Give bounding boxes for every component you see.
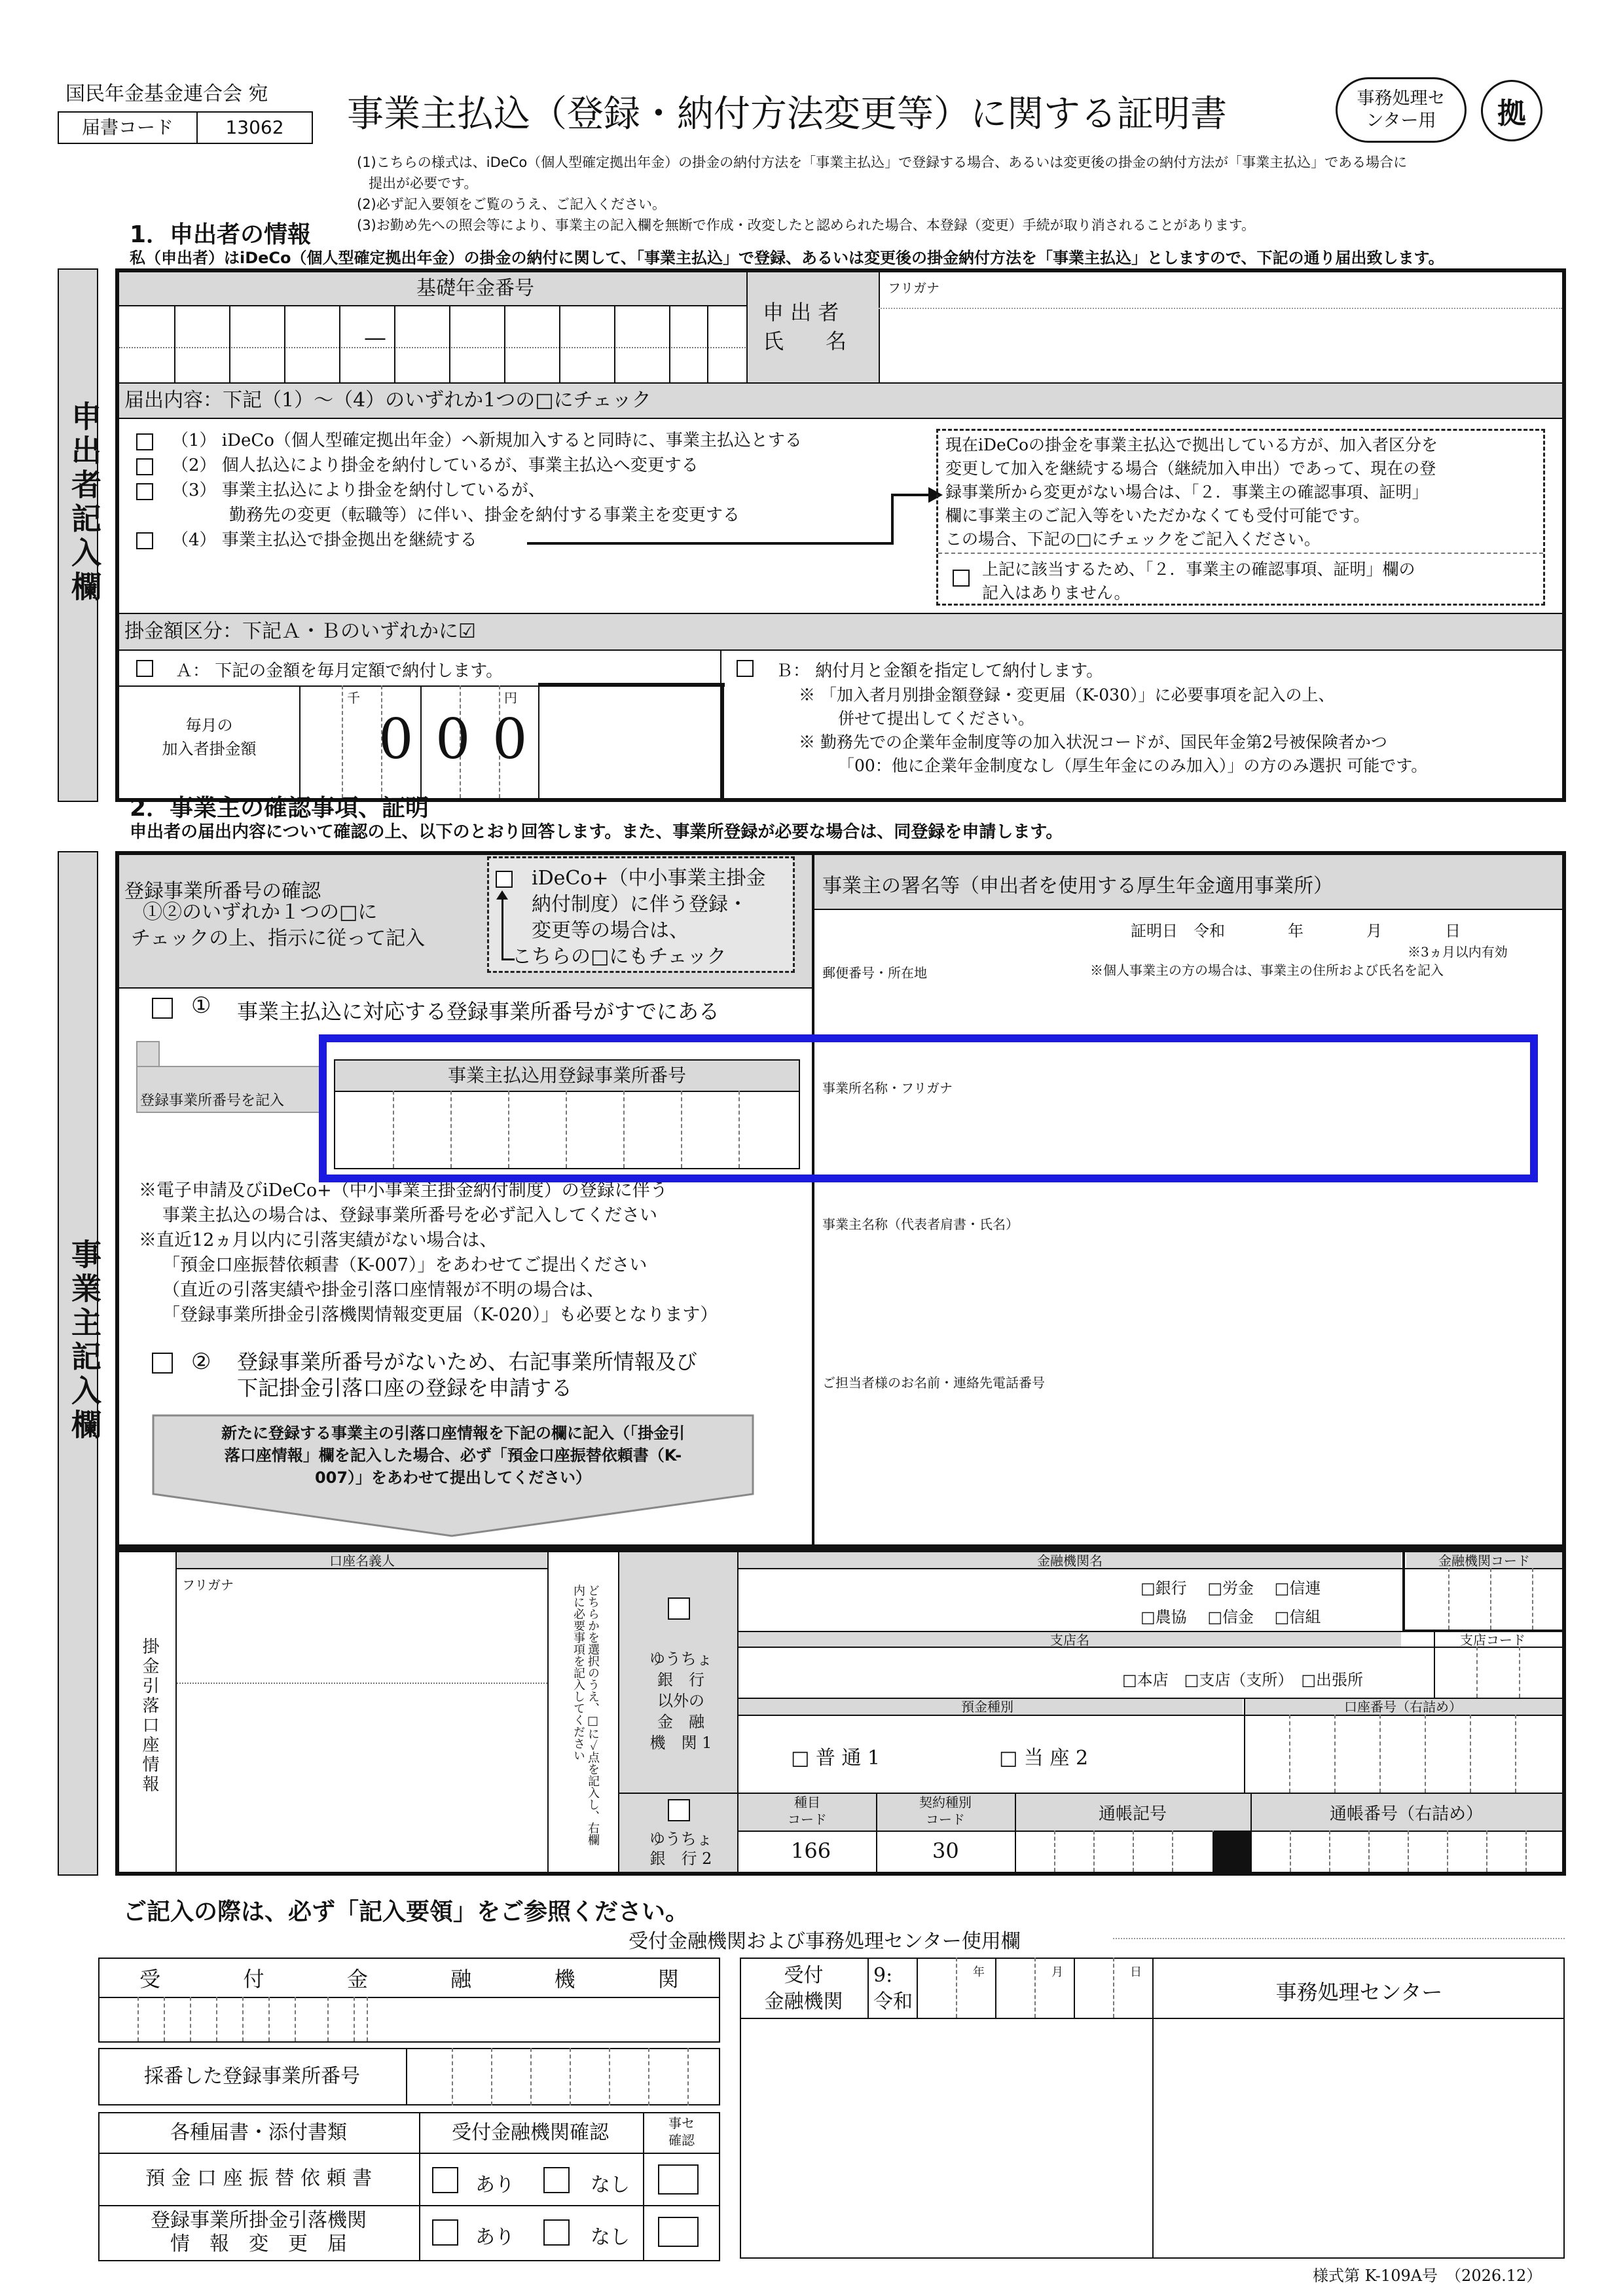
section1-side-label: 申出者記入欄 xyxy=(58,268,98,802)
institution-name-label: 金融機関名 xyxy=(1037,1553,1103,1569)
option-2-text: （2） 個人払込により掛金を納付しているが、事業主払込へ変更する xyxy=(172,456,699,475)
opt1-number: ① xyxy=(191,993,211,1019)
postal-field[interactable] xyxy=(818,982,1558,1041)
opt2-text: 登録事業所番号がないため、右記事業所情報及び 下記掛金引落口座の登録を申請する xyxy=(237,1349,697,1400)
pension-cell-line-11 xyxy=(707,305,708,382)
office-name-label: 事業所名称・フリガナ xyxy=(822,1080,953,1096)
assigned-cell-line-7 xyxy=(687,2048,689,2105)
option-3-text: （3） 事業主払込により掛金を納付しているが、 xyxy=(172,481,545,500)
account-cell-line-2 xyxy=(1334,1715,1336,1793)
branch-code-label: 支店コード xyxy=(1460,1632,1525,1648)
ideco-plus-checkbox[interactable] xyxy=(496,871,513,888)
institution-types: □銀行 □労金 □信連 □農協 □信金 □信組 xyxy=(1140,1579,1321,1626)
option-a-text: Ａ： 下記の金額を毎月定額で納付します。 xyxy=(175,661,503,681)
doc1-center-checkbox[interactable] xyxy=(658,2164,699,2195)
section2-side-label: 事業主記入欄 xyxy=(58,851,98,1876)
pension-dash: — xyxy=(364,325,386,351)
recv-label: 受付 金融機関 xyxy=(764,1964,843,2013)
highlight-rectangle xyxy=(319,1034,1538,1182)
ideco-plus-arrow-icon xyxy=(501,894,503,960)
contact-field[interactable] xyxy=(818,1394,1558,1539)
passbook-mark-label: 通帳記号 xyxy=(1098,1804,1167,1824)
unit-day: 日 xyxy=(1130,1965,1142,1979)
addressee: 国民年金基金連合会 宛 xyxy=(65,82,268,105)
assigned-cell-line-2 xyxy=(491,2048,492,2105)
receiving-institution-label: 受 付 金 融 機 関 xyxy=(139,1967,679,1992)
postal-label: 郵便番号・所在地 xyxy=(822,965,927,981)
signature-title: 事業主の署名等（申出者を使用する厚生年金適用事業所） xyxy=(822,875,1333,898)
pension-cell-line-10 xyxy=(669,305,670,382)
deposit-type-label: 預金種別 xyxy=(961,1699,1013,1715)
assigned-cell-line-1 xyxy=(452,2048,453,2105)
doc2-no-checkbox[interactable] xyxy=(543,2219,570,2246)
unit-yen: 円 xyxy=(504,690,517,706)
kind-code-label: 種目 コード xyxy=(788,1795,827,1827)
center-use-text: 事務処理センター用 xyxy=(1357,88,1446,131)
account-cell-line-5 xyxy=(1470,1715,1471,1793)
unit-month: 月 xyxy=(1051,1965,1063,1979)
pension-cell-line-1 xyxy=(174,305,175,382)
passbook-cell-line-3 xyxy=(1133,1831,1134,1872)
option-1-text: （1） iDeCo（個人型確定拠出年金）へ新規加入すると同時に、事業主払込とする xyxy=(172,431,802,450)
institution-name-field[interactable] xyxy=(740,1570,1133,1629)
passbook-cell-line-9 xyxy=(1408,1831,1409,1872)
account-cell-line-3 xyxy=(1379,1715,1381,1793)
arrow-label: 登録事業所番号を記入 xyxy=(140,1093,285,1109)
account-cell-line-6 xyxy=(1515,1715,1516,1793)
unit-year: 年 xyxy=(973,1965,985,1979)
content-selection-label: 届出内容：下記（1）～（4）のいずれか1つの□にチェック xyxy=(124,389,651,412)
header-notes xyxy=(357,152,1407,236)
option-2-checkbox[interactable] xyxy=(136,458,153,475)
passbook-cell-line-6 xyxy=(1290,1831,1291,1872)
option-4-checkbox[interactable] xyxy=(136,532,153,549)
assigned-cell-line-5 xyxy=(609,2048,610,2105)
assigned-cell-line-4 xyxy=(570,2048,571,2105)
date-prefix: 9: 令和 xyxy=(873,1964,913,2013)
form-code-label: 届書コード xyxy=(81,117,173,138)
content-options xyxy=(172,428,802,553)
reg-confirm-title: 登録事業所番号の確認 xyxy=(124,880,321,903)
branch-name-field[interactable] xyxy=(740,1649,1120,1697)
pension-cell-line-4 xyxy=(339,305,340,382)
recv-cell-line-9 xyxy=(354,1997,355,2041)
account-no-label: 口座番号（右詰め） xyxy=(1344,1699,1462,1715)
note-1: (1)こちらの様式は、iDeCo（個人型確定拠出年金）の掛金の納付方法を「事業主払込」で登録する場合、あるいは変更後の掛金の納付方法が「事業主払込」である場合に xyxy=(357,155,1408,170)
reg-confirm-lines: ①②のいずれか１つの□に チェックの上、指示に従って記入 xyxy=(131,901,426,950)
note-1b: 提出が必要です。 xyxy=(369,175,478,191)
doc-1-label: 預 金 口 座 振 替 依 頼 書 xyxy=(145,2167,373,2190)
passbook-cell-line-10 xyxy=(1447,1831,1448,1872)
recv-cell-line-7 xyxy=(295,1997,296,2041)
doc1-yes-checkbox[interactable] xyxy=(432,2167,458,2193)
passbook-cell-line-1 xyxy=(1054,1831,1055,1872)
yucho-checkbox[interactable] xyxy=(668,1799,690,1821)
yucho-label: ゆうちょ 銀 行 2 xyxy=(649,1830,712,1868)
pension-cell-line-7 xyxy=(504,305,505,382)
center-confirm-title: 事セ 確認 xyxy=(668,2115,695,2148)
recv-cell-line-8 xyxy=(327,1997,329,2041)
option-1-checkbox[interactable] xyxy=(136,433,153,450)
stamp-text: 拠 xyxy=(1497,97,1526,130)
recv-cell-line-10 xyxy=(367,1997,368,2041)
code-166: 166 xyxy=(791,1838,831,1863)
choose-note: どちらかを選択のうえ、□に✓点を記入し、右欄内に必要事項を記入してください xyxy=(572,1584,600,1846)
applicant-furigana-label: フリガナ xyxy=(888,280,939,296)
pension-cell-line-8 xyxy=(559,305,560,382)
pension-cell-line-2 xyxy=(229,305,230,382)
applicant-name-field[interactable] xyxy=(881,309,1561,381)
pension-number-label: 基礎年金番号 xyxy=(416,277,534,300)
option-a-checkbox[interactable] xyxy=(136,660,153,677)
recv-cell-line-2 xyxy=(164,1997,165,2041)
doc1-yes-label: あり xyxy=(475,2174,515,2196)
account-cell-line-1 xyxy=(1289,1715,1290,1793)
holder-label: 口座名義人 xyxy=(329,1553,395,1569)
option-b-notes: ※ 「加入者月別掛金額登録・変更届（K-030）」に必要事項を記入の上、 併せて提出してください。 ※ 勤務先での企業年金制度等の加入状況コードが、国民年金第2号被保険者かつ 「00：他に企業年金制度なし（厚生年金にのみ加入）」の方のみ選択 可能です。 xyxy=(799,685,1428,775)
passbook-cell-line-11 xyxy=(1486,1831,1487,1872)
valid-note: ※3ヵ月以内有効 xyxy=(1408,944,1508,960)
continue-check-text: 上記に該当するため、「２．事業主の確認事項、証明」欄の 記入はありません。 xyxy=(982,560,1415,602)
continue-checkbox[interactable] xyxy=(953,570,970,587)
option-3-checkbox[interactable] xyxy=(136,483,153,500)
bank-info-arrow-text: 新たに登録する事業主の引落口座情報を下記の欄に記入（「掛金引 落口座情報」欄を記入した場合、必ず「預金口座振替依頼書（K- 007）」をあわせて提出してください） xyxy=(221,1424,685,1487)
continue-note: 現在iDeCoの掛金を事業主払込で拠出している方が、加入者区分を 変更して加入を継続する場合（継続加入申出）であって、現在の登 録事業所から変更がない場合は、「２．事業主の確認事項、証明」 欄に事業主のご記入等をいただかなくても受付可能です。 この場合、下記の□にチェックをご記入ください。 xyxy=(945,435,1438,549)
doc2-center-checkbox[interactable] xyxy=(658,2217,699,2247)
recv-cell-line-5 xyxy=(242,1997,244,2041)
option-4-text: （4） 事業主払込で掛金拠出を継続する xyxy=(172,530,477,550)
contract-code-label: 契約種別 コード xyxy=(919,1795,972,1827)
owner-label: 事業主名称（代表者肩書・氏名） xyxy=(822,1216,1019,1232)
section1-heading: 1．申出者の情報 xyxy=(130,221,312,248)
non-yucho-checkbox[interactable] xyxy=(668,1597,690,1620)
bank-side-label: 掛金引落口座情報 xyxy=(139,1637,159,1795)
recv-cell-line-6 xyxy=(268,1997,270,2041)
section2-heading: 2．事業主の確認事項、証明 xyxy=(130,795,429,822)
option-b-checkbox[interactable] xyxy=(737,660,754,677)
applicant-name-label: 申 出 者 氏 名 xyxy=(763,300,847,354)
passbook-no-label: 通帳番号（右詰め） xyxy=(1329,1804,1483,1824)
option-3-text-2: 勤務先の変更（転職等）に伴い、掛金を納付する事業主を変更する xyxy=(229,505,740,525)
note-2: (2)必ず記入要領をご覧のうえ、ご記入ください。 xyxy=(357,196,666,212)
option-2-reg-checkbox[interactable] xyxy=(152,1353,173,1374)
individual-note: ※個人事業主の方の場合は、事業主の住所および氏名を記入 xyxy=(1090,962,1444,978)
opt1-text: 事業主払込に対応する登録事業所番号がすでにある xyxy=(237,999,720,1024)
unit-thousand: 千 xyxy=(347,690,360,706)
passbook-cell-line-7 xyxy=(1329,1831,1330,1872)
pension-cell-line-5 xyxy=(394,305,395,382)
opt2-number: ② xyxy=(191,1349,211,1375)
non-yucho-label: ゆうちょ 銀 行 以外の 金 融 機 関 1 xyxy=(649,1650,712,1752)
holder-field[interactable] xyxy=(178,1591,545,1866)
recv-cell-line-3 xyxy=(190,1997,191,2041)
amount-zero-1: 0 xyxy=(378,707,414,771)
notes-1: ※電子申請及びiDeCo+（中小事業主掛金納付制度）の登録に伴う 事業主払込の場合は、登録事業所番号を必ず記入してください ※直近12ヵ月以内に引落実績がない場合は、 「預金口座振替依頼書（K-007）」をあわせてご提出ください （直近の引落実績や掛金引落口座情報が不明の場合は、 「登録事業所掛金引落機関情報変更届（K-020）」も必要となります） xyxy=(139,1180,718,1325)
code-30: 30 xyxy=(932,1838,959,1863)
passbook-cell-line-2 xyxy=(1093,1831,1095,1872)
stamp-circle xyxy=(1481,80,1542,141)
confirm-title: 受付金融機関確認 xyxy=(452,2121,609,2144)
ordinary-option[interactable]: □ 普 通 1 xyxy=(791,1747,881,1770)
center-use-badge xyxy=(1336,77,1467,143)
recv-cell-line-1 xyxy=(137,1997,139,2041)
option-b-text: Ｂ： 納付月と金額を指定して納付します。 xyxy=(776,661,1104,681)
doc2-yes-checkbox[interactable] xyxy=(432,2219,458,2246)
section2-intro: 申出者の届出内容について確認の上、以下のとおり回答します。また、事業所登録が必要な場合は、同登録を申請します。 xyxy=(130,822,1063,842)
section1-intro: 私（申出者）はiDeCo（個人型確定拠出年金）の掛金の納付に関して、「事業主払込」で登録、あるいは変更後の掛金納付方法を「事業主払込」としますので、下記の通り届出致します。 xyxy=(130,249,1444,267)
footer-notice: ご記入の際は、必ず「記入要領」をご参照ください。 xyxy=(123,1899,689,1925)
passbook-cell-line-12 xyxy=(1525,1831,1527,1872)
recv-cell-line-4 xyxy=(216,1997,217,2041)
assigned-number-label: 採番した登録事業所番号 xyxy=(144,2065,360,2088)
pension-cell-line-6 xyxy=(449,305,450,382)
assigned-cell-line-6 xyxy=(648,2048,649,2105)
certification-date: 証明日 令和 年 月 日 xyxy=(1131,922,1461,940)
contact-label: ご担当者様のお名前・連絡先電話番号 xyxy=(822,1375,1045,1391)
note-3: (3)お勤め先への照会等により、事業主の記入欄を無断で作成・改変したと認められた場合、本登録（変更）手続が取り消されることがあります。 xyxy=(357,217,1256,233)
amount-zero-2: 0 xyxy=(435,707,471,771)
form-number: 様式第 K-109A号 （2026.12） xyxy=(1313,2267,1542,2285)
form-code-value: 13062 xyxy=(225,117,284,138)
assigned-cell-line-3 xyxy=(530,2048,532,2105)
doc2-yes-label: あり xyxy=(475,2226,515,2249)
form-code-box xyxy=(58,111,313,144)
pension-cell-line-9 xyxy=(614,305,615,382)
doc1-no-label: なし xyxy=(591,2174,630,2196)
amount-zero-3: 0 xyxy=(492,707,528,771)
branch-types: □本店 □支店（支所） □出張所 xyxy=(1122,1671,1364,1689)
doc1-no-checkbox[interactable] xyxy=(543,2167,570,2193)
pension-cell-line-3 xyxy=(284,305,285,382)
passbook-cell-line-8 xyxy=(1368,1831,1370,1872)
processing-center-label: 事務処理センター xyxy=(1275,1980,1443,2005)
doc-2-label: 登録事業所掛金引落機関 情 報 変 更 届 xyxy=(151,2209,367,2255)
owner-field[interactable] xyxy=(818,1234,1558,1352)
amount-category-label: 掛金額区分：下記Ａ・Ｂのいずれかに☑ xyxy=(124,620,476,643)
office-use-title: 受付金融機関および事務処理センター使用欄 xyxy=(629,1930,1021,1953)
account-cell-line-4 xyxy=(1425,1715,1426,1793)
option-1-reg-checkbox[interactable] xyxy=(152,998,173,1019)
reg-number-title: 事業主払込用登録事業所番号 xyxy=(447,1065,686,1086)
branch-name-label: 支店名 xyxy=(1050,1632,1089,1648)
institution-code-label: 金融機関コード xyxy=(1438,1553,1530,1569)
doc2-no-label: なし xyxy=(591,2226,630,2249)
holder-furigana: フリガナ xyxy=(182,1577,234,1593)
current-option[interactable]: □ 当 座 2 xyxy=(999,1747,1089,1770)
form-title: 事業主払込（登録・納付方法変更等）に関する証明書 xyxy=(347,93,1227,136)
docs-title: 各種届書・添付書類 xyxy=(170,2121,347,2144)
monthly-amount-label: 毎月の 加入者掛金額 xyxy=(162,716,257,758)
passbook-cell-line-4 xyxy=(1172,1831,1173,1872)
ideco-plus-text: iDeCo+（中小事業主掛金 納付制度）に伴う登録・ 変更等の場合は、 こちらの□にもチェック xyxy=(512,867,766,968)
passbook-black-cell xyxy=(1213,1832,1250,1872)
